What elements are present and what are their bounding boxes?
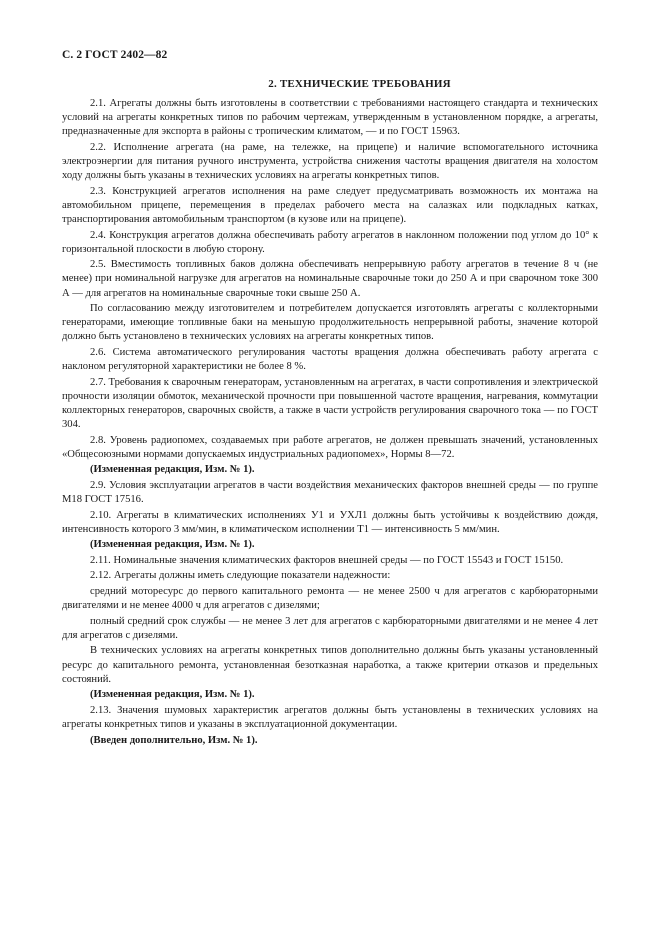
paragraph: 2.12. Агрегаты должны иметь следующие показатели надежности: xyxy=(90,570,391,582)
paragraph: 2.3. Конструкцией агрегатов исполнения на раме следует предусматривать возможность их монтажа на автомобильном прицепе, перемещения в пределах рабочего места на салазках или подкладных катках, транспортирования автомобильным транспортом (в кузове или на прицепе). xyxy=(62,185,598,226)
paragraph: 2.1. Агрегаты должны быть изготовлены в соответствии с требованиями настоящего стандарта и технических условий на агрегаты конкретных типов по рабочим чертежам, утвержденным в установленном порядке, а агрегаты, предназначенные для экспорта в районы с тропическим климатом, — и по ГОСТ 15963. xyxy=(62,98,598,138)
paragraph: По согласованию между изготовителем и потребителем допускается изготовлять агрегаты с коллекторными генераторами, имеющие топливные баки на меньшую продолжительность непрерывной работы, значение которой должно быть установлено в технических условиях на агрегаты конкретных типов. xyxy=(62,303,598,343)
paragraph: 2.9. Условия эксплуатации агрегатов в части воздействия механических факторов внешней среды — по группе М18 ГОСТ 17516. xyxy=(62,479,598,506)
paragraph: средний моторесурс до первого капитального ремонта — не менее 2500 ч для агрегатов с карбюраторными двигателями и не менее 4000 ч для агрегатов с дизелями; xyxy=(62,586,598,612)
paragraph: 2.4. Конструкция агрегатов должна обеспечивать работу агрегатов в наклонном положении под углом до 10° к горизонтальной плоскости в любую сторону. xyxy=(62,229,598,255)
page-header: С. 2 ГОСТ 2402—82 xyxy=(62,49,168,61)
paragraph: В технических условиях на агрегаты конкретных типов дополнительно должны быть указаны установленный ресурс до капитального ремонта, установленная безотказная наработка, а также критерии отказов и предельных состояний. xyxy=(62,645,598,685)
paragraph: 2.5. Вместимость топливных баков должна обеспечивать непрерывную работу агрегатов в течение 8 ч (не менее) при номинальной нагрузке для агрегатов на номинальные сварочные токи до 250 А и при сварочном токе 300 А — для агрегатов на номинальные сварочные токи свыше 250 А. xyxy=(62,259,598,299)
paragraph: 2.8. Уровень радиопомех, создаваемых при работе агрегатов, не должен превышать значений, установленных «Общесоюзными нормами допускаемых индустриальных радиопомех», Нормы 8—72. xyxy=(62,434,598,460)
amendment-note: (Измененная редакция, Изм. № 1). xyxy=(90,539,255,551)
paragraph: 2.10. Агрегаты в климатических исполнениях У1 и УХЛ1 должны быть устойчивы к воздействию дождя, интенсивность которого 3 мм/мин, в климатическом исполнении Т1 — интенсивность 5 мм/мин. xyxy=(62,509,598,535)
amendment-note: (Введен дополнительно, Изм. № 1). xyxy=(90,734,258,746)
paragraph: 2.2. Исполнение агрегата (на раме, на тележке, на прицепе) и наличие вспомогательного источника электроэнергии для питания ручного инструмента, устройства снижения частоты вращения двигателя на холостом ходу должны быть указаны в технических условиях на агрегаты конкретных типов. xyxy=(62,141,598,182)
paragraph: 2.11. Номинальные значения климатических факторов внешней среды — по ГОСТ 15543 и ГОСТ 15150. xyxy=(90,554,564,566)
paragraph: 2.6. Система автоматического регулирования частоты вращения должна обеспечивать работу агрегата с наклоном регуляторной характеристики не более 8 %. xyxy=(62,347,598,373)
paragraph: 2.13. Значения шумовых характеристик агрегатов должны быть установлены в технических условиях на агрегаты конкретных типов и указаны в эксплуатационной документации. xyxy=(62,704,598,730)
paragraph: 2.7. Требования к сварочным генераторам, установленным на агрегатах, в части сопротивления и электрической прочности изоляции обмоток, механической прочности при повышенной частоте вращения, нагревания, коммутации коллекторных генераторов, сварочных свойств, а также в части устройств регулирования сварочного тока — по ГОСТ 304. xyxy=(62,376,598,431)
section-title: 2. ТЕХНИЧЕСКИЕ ТРЕБОВАНИЯ xyxy=(268,78,451,90)
paragraph: полный средний срок службы — не менее 3 лет для агрегатов с карбюраторными двигателями и не менее 4 лет для агрегатов с дизелями. xyxy=(62,615,598,641)
amendment-note: (Измененная редакция, Изм. № 1). xyxy=(90,464,255,476)
amendment-note: (Измененная редакция, Изм. № 1). xyxy=(90,689,255,701)
document-body xyxy=(62,97,598,749)
